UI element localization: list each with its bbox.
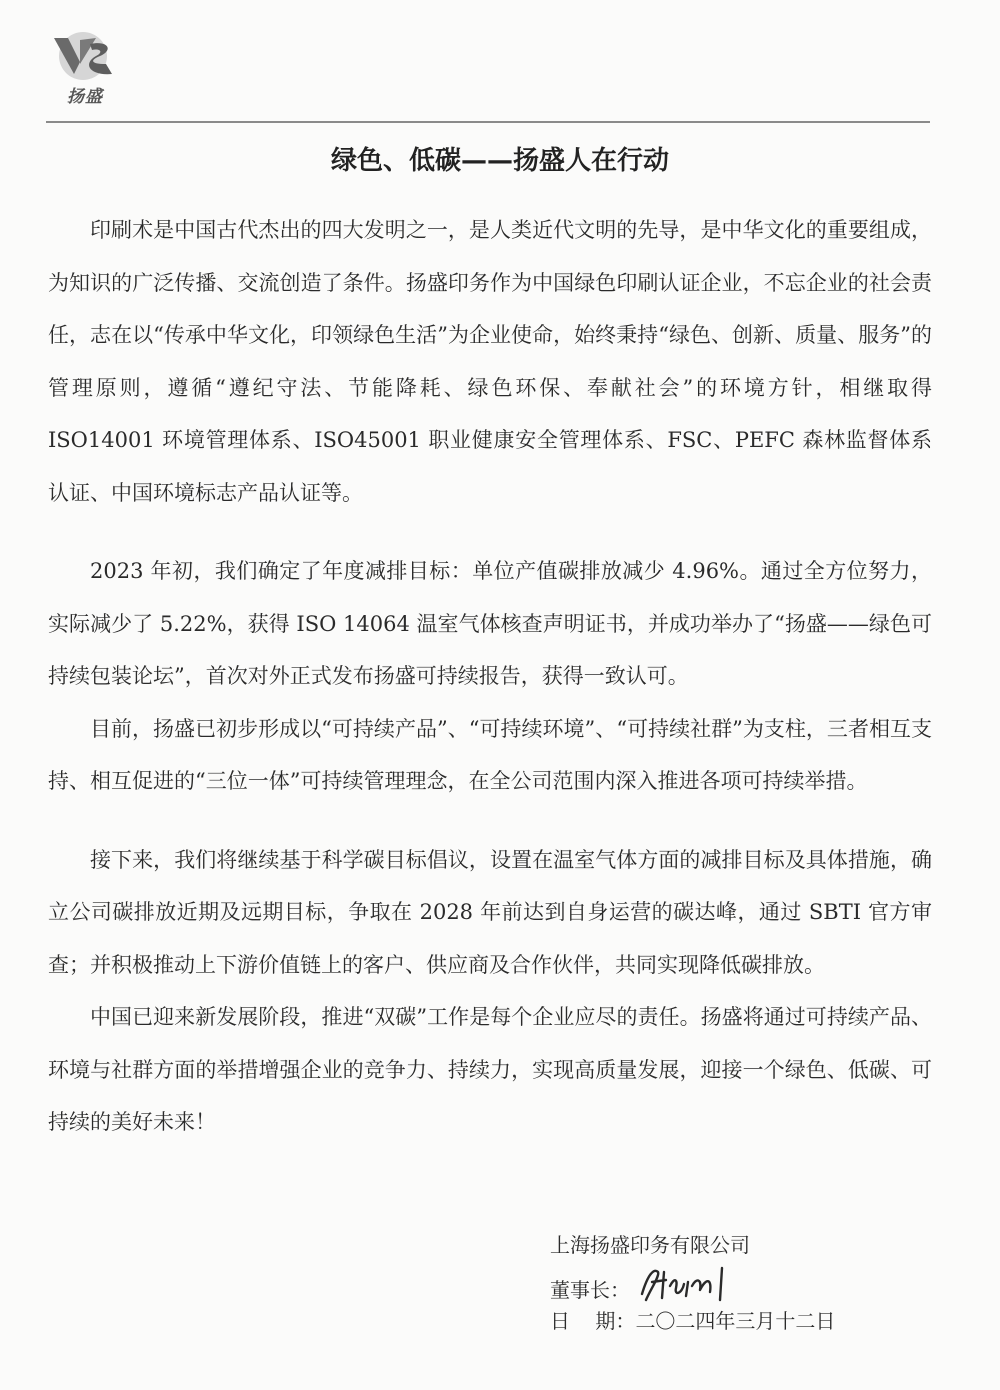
letter-body (48, 204, 932, 1149)
paragraph-2023-results: 2023 年初，我们确定了年度减排目标：单位产值碳排放减少 4.96%。通过全方位努力，实际减少了 5.22%，获得 ISO 14064 温室气体核查声明证书，并成功举办了“扬盛——绿色可持续包装论坛”，首次对外正式发布扬盛可持续报告，获得一致认可。 (48, 559, 932, 688)
page-title: 绿色、低碳——扬盛人在行动 (330, 146, 669, 176)
signature-block (550, 1226, 950, 1340)
company-name: 上海扬盛印务有限公司 (550, 1233, 750, 1257)
paragraph-next-steps: 接下来，我们将继续基于科学碳目标倡议，设置在温室气体方面的减排目标及具体措施，确立公司碳排放近期及远期目标，争取在 2028 年前达到自身运营的碳达峰，通过 SBTI 官方审查；并积极推动上下游价值链上的客户、供应商及合作伙伴，共同实现降低碳排放。 (48, 847, 932, 977)
paragraph-intro: 印刷术是中国古代杰出的四大发明之一，是人类近代文明的先导，是中华文化的重要组成，为知识的广泛传播、交流创造了条件。扬盛印务作为中国绿色印刷认证企业，不忘企业的社会责任，志在以“传承中华文化，印领绿色生活”为企业使命，始终秉持“绿色、创新、质量、服务”的管理原则，遵循“遵纪守法、节能降耗、绿色环保、奉献社会”的环境方针，相继取得 ISO14001 环境管理体系、ISO45001 职业健康安全管理体系、FSC、PEFC 森林监督体系认证、中国环境标志产品认证等。 (48, 218, 932, 505)
chairman-line (550, 1264, 950, 1302)
date-label: 日 期： (550, 1309, 636, 1333)
date-value: 二〇二四年三月十二日 (635, 1309, 836, 1333)
yangsheng-logo-icon (50, 30, 120, 86)
company-logo (50, 30, 120, 108)
date-line (550, 1302, 950, 1340)
header-divider (46, 121, 930, 123)
logo-text: 扬盛 (67, 87, 103, 107)
paragraph-closing: 中国已迎来新发展阶段，推进“双碳”工作是每个企业应尽的责任。扬盛将通过可持续产品、环境与社群方面的举措增强企业的竞争力、持续力，实现高质量发展，迎接一个绿色、低碳、可持续的美好未来！ (48, 1005, 932, 1134)
chairman-label: 董事长： (550, 1278, 630, 1302)
paragraph-current-status: 目前，扬盛已初步形成以“可持续产品”、“可持续环境”、“可持续社群”为支柱，三者相互支持、相互促进的“三位一体”可持续管理理念，在全公司范围内深入推进各项可持续举措。 (48, 716, 932, 793)
